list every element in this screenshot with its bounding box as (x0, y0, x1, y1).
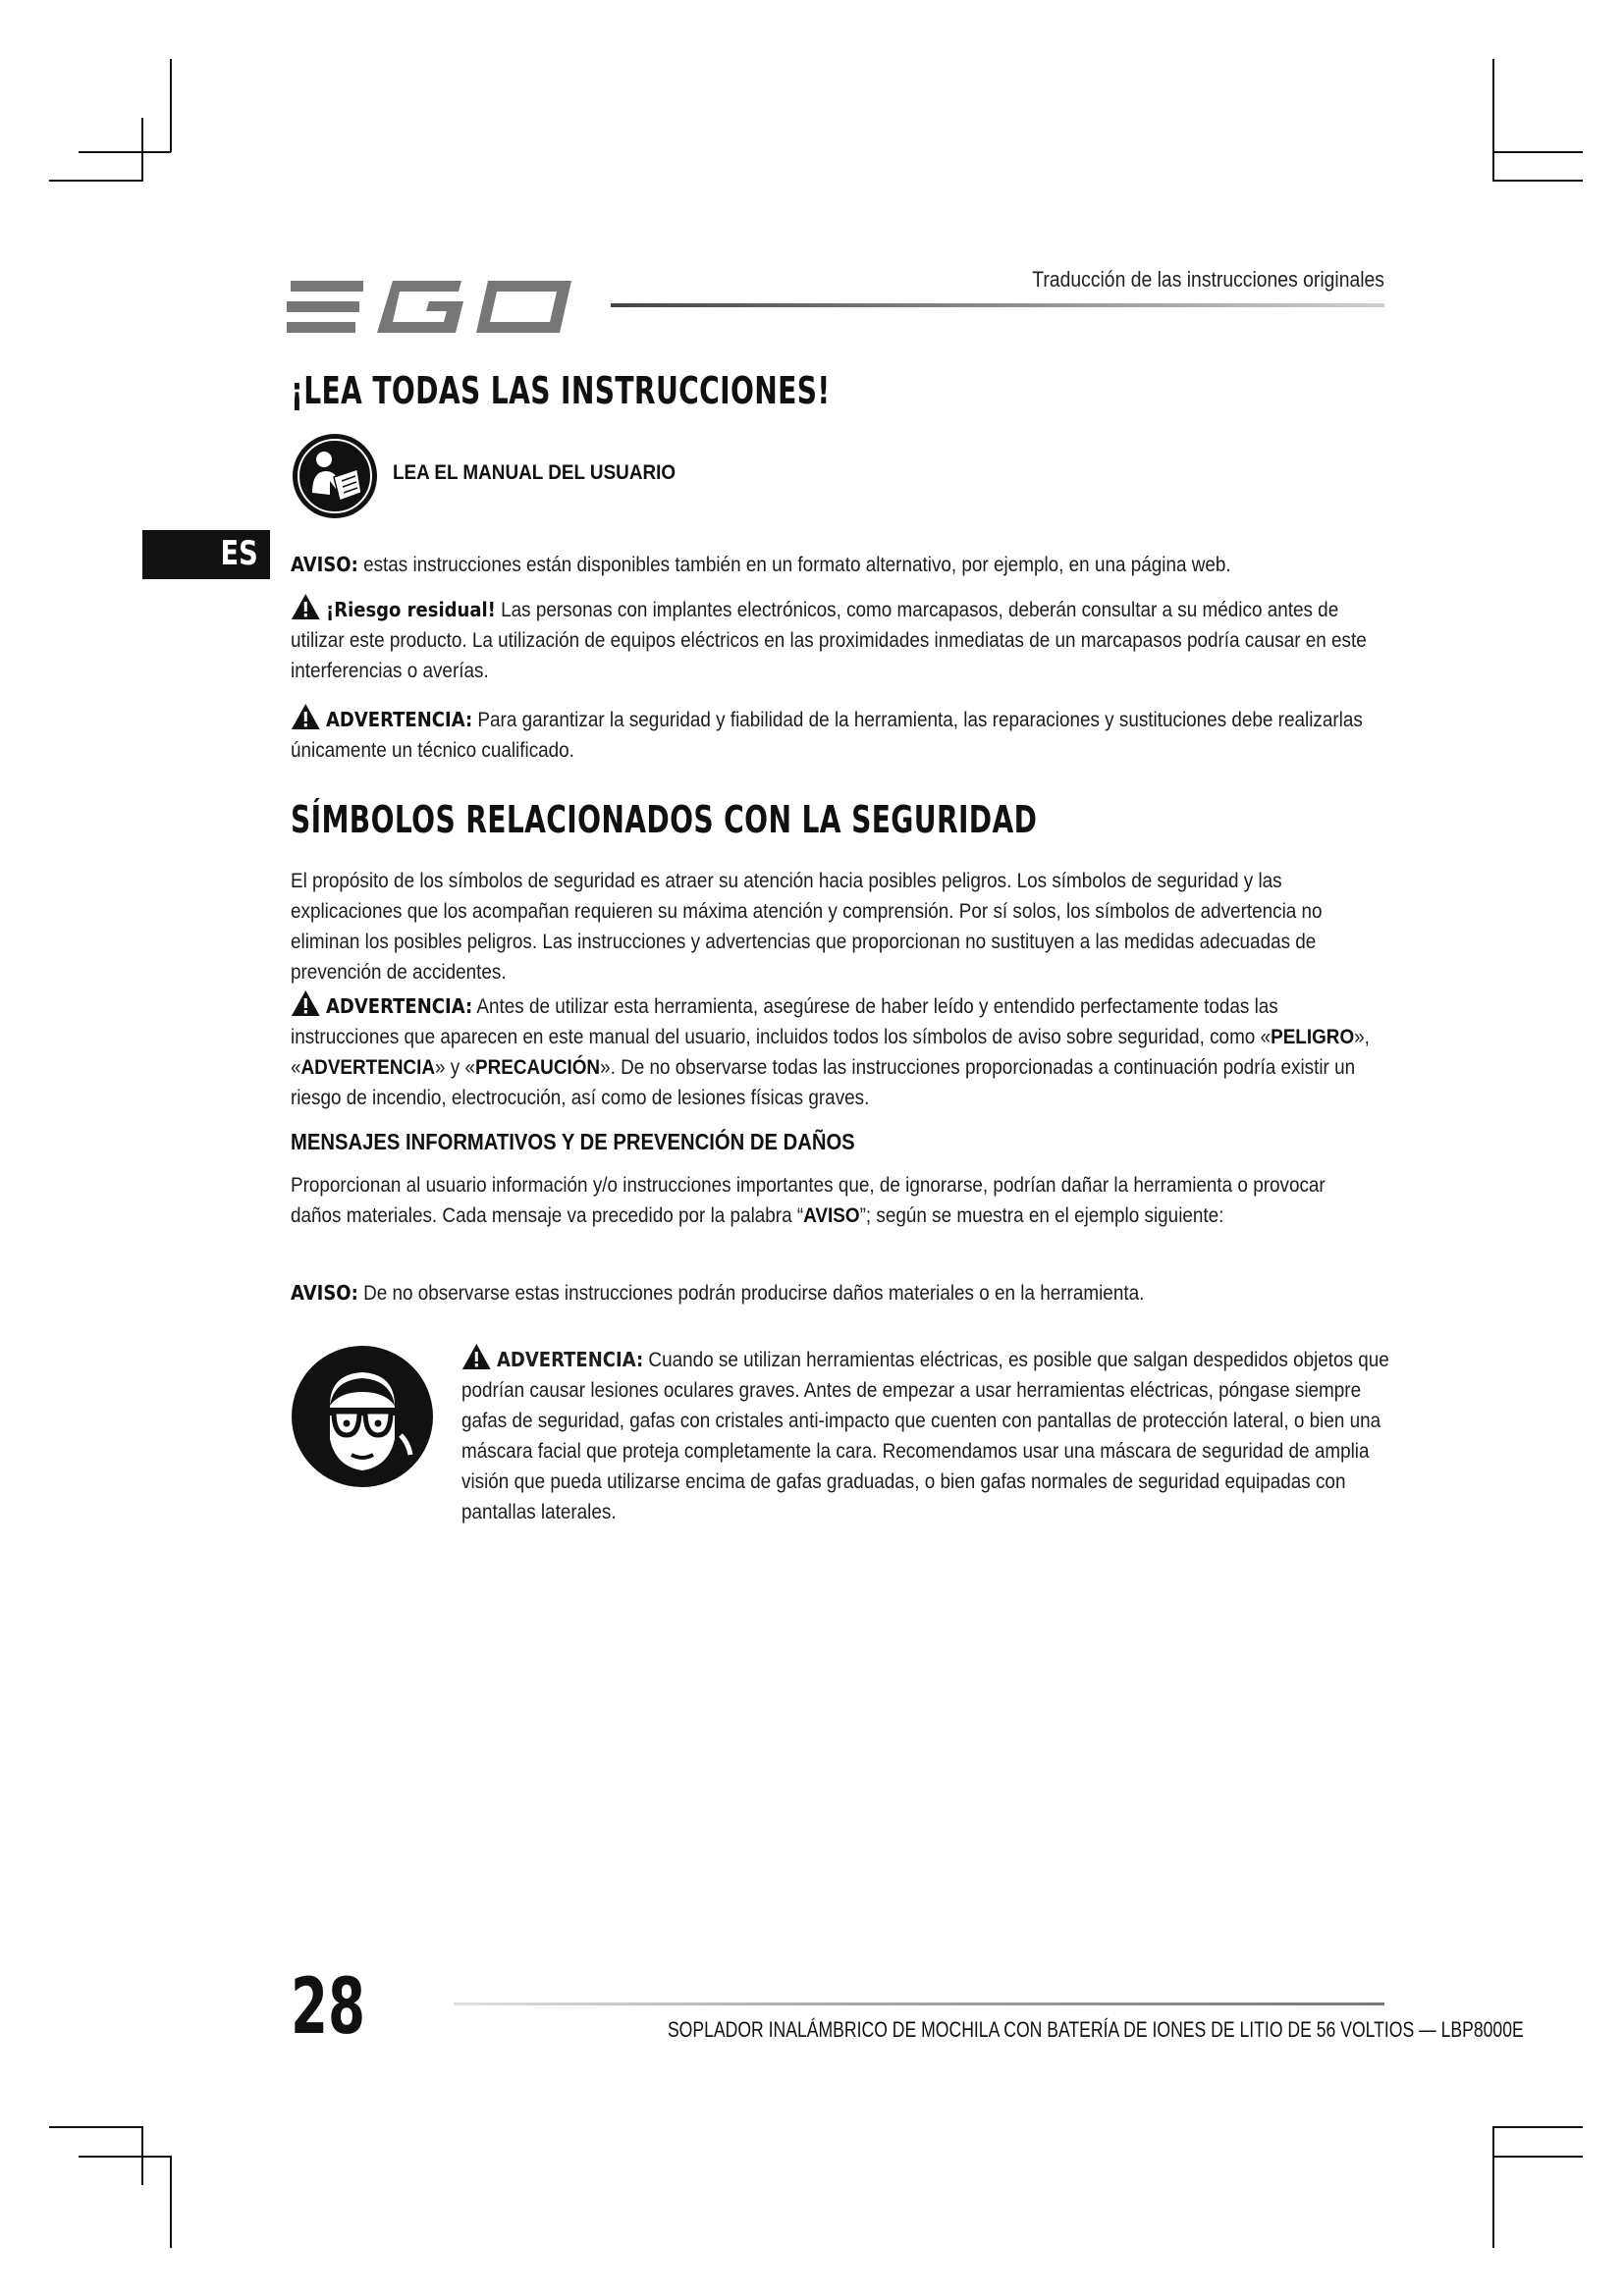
read-manual-icon (291, 432, 379, 520)
aviso2-text: De no observarse estas instrucciones podrán producirse daños materiales o en la herramienta. (363, 1282, 1145, 1305)
sep-1: », « (291, 1026, 1370, 1079)
aviso2-paragraph (291, 1278, 1378, 1308)
section2-title: SÍMBOLOS RELACIONADOS CON LA SEGURIDAD (291, 798, 1038, 841)
info-text-2: ”; según se muestra en el ejemplo siguiente: (859, 1204, 1224, 1227)
crop-mark-tl-v2 (141, 118, 143, 182)
aviso2-lead: AVISO: (291, 1281, 358, 1305)
warning-triangle-icon (291, 703, 321, 730)
header-caption: Traducción de las instrucciones originales (1032, 267, 1384, 292)
warning-triangle-icon (291, 593, 321, 620)
warning-triangle-icon (461, 1343, 492, 1370)
symbols-intro (291, 866, 1378, 988)
info-aviso-term: AVISO (803, 1204, 860, 1227)
advertencia-term: ADVERTENCIA (300, 1056, 436, 1079)
info-paragraph (291, 1170, 1378, 1231)
advertencia2-paragraph (291, 989, 1378, 1113)
precaucion-term: PRECAUCIÓN (475, 1056, 601, 1079)
section1-title: ¡LEA TODAS LAS INSTRUCCIONES! (291, 369, 831, 412)
riesgo-lead: ¡Riesgo residual! (326, 598, 496, 621)
crop-mark-tr-h2 (1492, 180, 1583, 182)
peligro-term: PELIGRO (1271, 1026, 1355, 1048)
advertencia1-text: Para garantizar la seguridad y fiabilidad de la herramienta, las reparaciones y sustituciones debe realizarlas únicamente un técnico cualificado. (291, 709, 1363, 762)
advertencia1-paragraph (291, 703, 1378, 766)
info-subheading: MENSAJES INFORMATIVOS Y DE PREVENCIÓN DE DAÑOS (291, 1129, 855, 1154)
language-code: ES (220, 534, 258, 573)
crop-mark-tl-h2 (49, 180, 143, 182)
info-text-1: Proporcionan al usuario información y/o instrucciones importantes que, de ignorarse, podrían dañar la herramienta o provocar daños materiales. Cada mensaje va precedido por la palabra “ (291, 1174, 1326, 1227)
advertencia2-lead: ADVERTENCIA: (326, 994, 473, 1018)
crop-mark-tr-v (1492, 59, 1494, 181)
footer-rule (454, 2002, 1384, 2005)
header-rule (611, 303, 1384, 307)
ego-logo (287, 267, 591, 347)
crop-mark-bl-h2 (79, 2156, 171, 2158)
safety-goggles-icon (291, 1345, 434, 1488)
language-tab (142, 530, 270, 579)
goggles-paragraph (461, 1343, 1389, 1527)
crop-mark-tr-h (1492, 151, 1583, 153)
goggles-text: Cuando se utilizan herramientas eléctricas, es posible que salgan despedidos objetos que podrían causar lesiones oculares graves. Antes de empezar a usar herramientas eléctricas, póngase siempre gafas de seguridad, gafas con cristales anti-impacto que cuenten con pantallas de protección lateral, o bien una máscara facial que proteja completamente la cara. Recomendamos usar una máscara de seguridad de amplia visión que pueda utilizarse encima de gafas graduadas, o bien gafas normales de seguridad equipadas con pantallas laterales. (461, 1349, 1389, 1523)
advertencia2-text-1: Antes de utilizar esta herramienta, asegúrese de haber leído y entendido perfectamente todas las instrucciones que aparecen en este manual del usuario, incluidos todos los símbolos de aviso sobre seguridad, como « (291, 995, 1278, 1048)
riesgo-text: Las personas con implantes electrónicos, como marcapasos, deberán consultar a su médico antes de utilizar este producto. La utilización de equipos eléctricos en las proximidades inmediatas de un marcapasos podría causar en este interferencias o averías. (291, 599, 1367, 682)
aviso-paragraph (291, 550, 1378, 580)
footer-product-text: SOPLADOR INALÁMBRICO DE MOCHILA CON BATERÍA DE IONES DE LITIO DE 56 VOLTIOS — LBP8000E (667, 2017, 1524, 2042)
warning-triangle-icon (291, 989, 321, 1017)
crop-mark-br-h2 (1492, 2156, 1583, 2158)
advertencia1-lead: ADVERTENCIA: (326, 708, 473, 731)
crop-mark-br-h (1492, 2126, 1583, 2128)
riesgo-paragraph (291, 593, 1378, 686)
crop-mark-tl-h1 (79, 151, 171, 153)
crop-mark-br-v (1492, 2126, 1494, 2248)
advertencia2-text-2: ». De no observarse todas las instrucciones proporcionadas a continuación podría existir un riesgo de incendio, electrocución, así como de lesiones físicas graves. (291, 1056, 1356, 1109)
crop-mark-bl-h (49, 2126, 143, 2128)
symbols-intro-text: El propósito de los símbolos de seguridad es atraer su atención hacia posibles peligros. Los símbolos de seguridad y las explicaciones que los acompañan requieren su máxima atención y comprensión. Por sí solos, los símbolos de advertencia no eliminan los posibles peligros. Las instrucciones y advertencias que proporcionan no sustituyen a las medidas adecuadas de prevención de accidentes. (291, 870, 1323, 984)
aviso-lead: AVISO: (291, 553, 358, 576)
footer-product (454, 2017, 1524, 2043)
aviso-text: estas instrucciones están disponibles también en un formato alternativo, por ejemplo, en una página web. (363, 554, 1231, 576)
sep-2: » y « (435, 1056, 476, 1079)
crop-mark-bl-v2 (170, 2156, 172, 2248)
manual-label: LEA EL MANUAL DEL USUARIO (393, 461, 677, 484)
crop-mark-tl-v (170, 59, 172, 152)
page-number: 28 (291, 1963, 365, 2052)
goggles-lead: ADVERTENCIA: (497, 1348, 644, 1371)
